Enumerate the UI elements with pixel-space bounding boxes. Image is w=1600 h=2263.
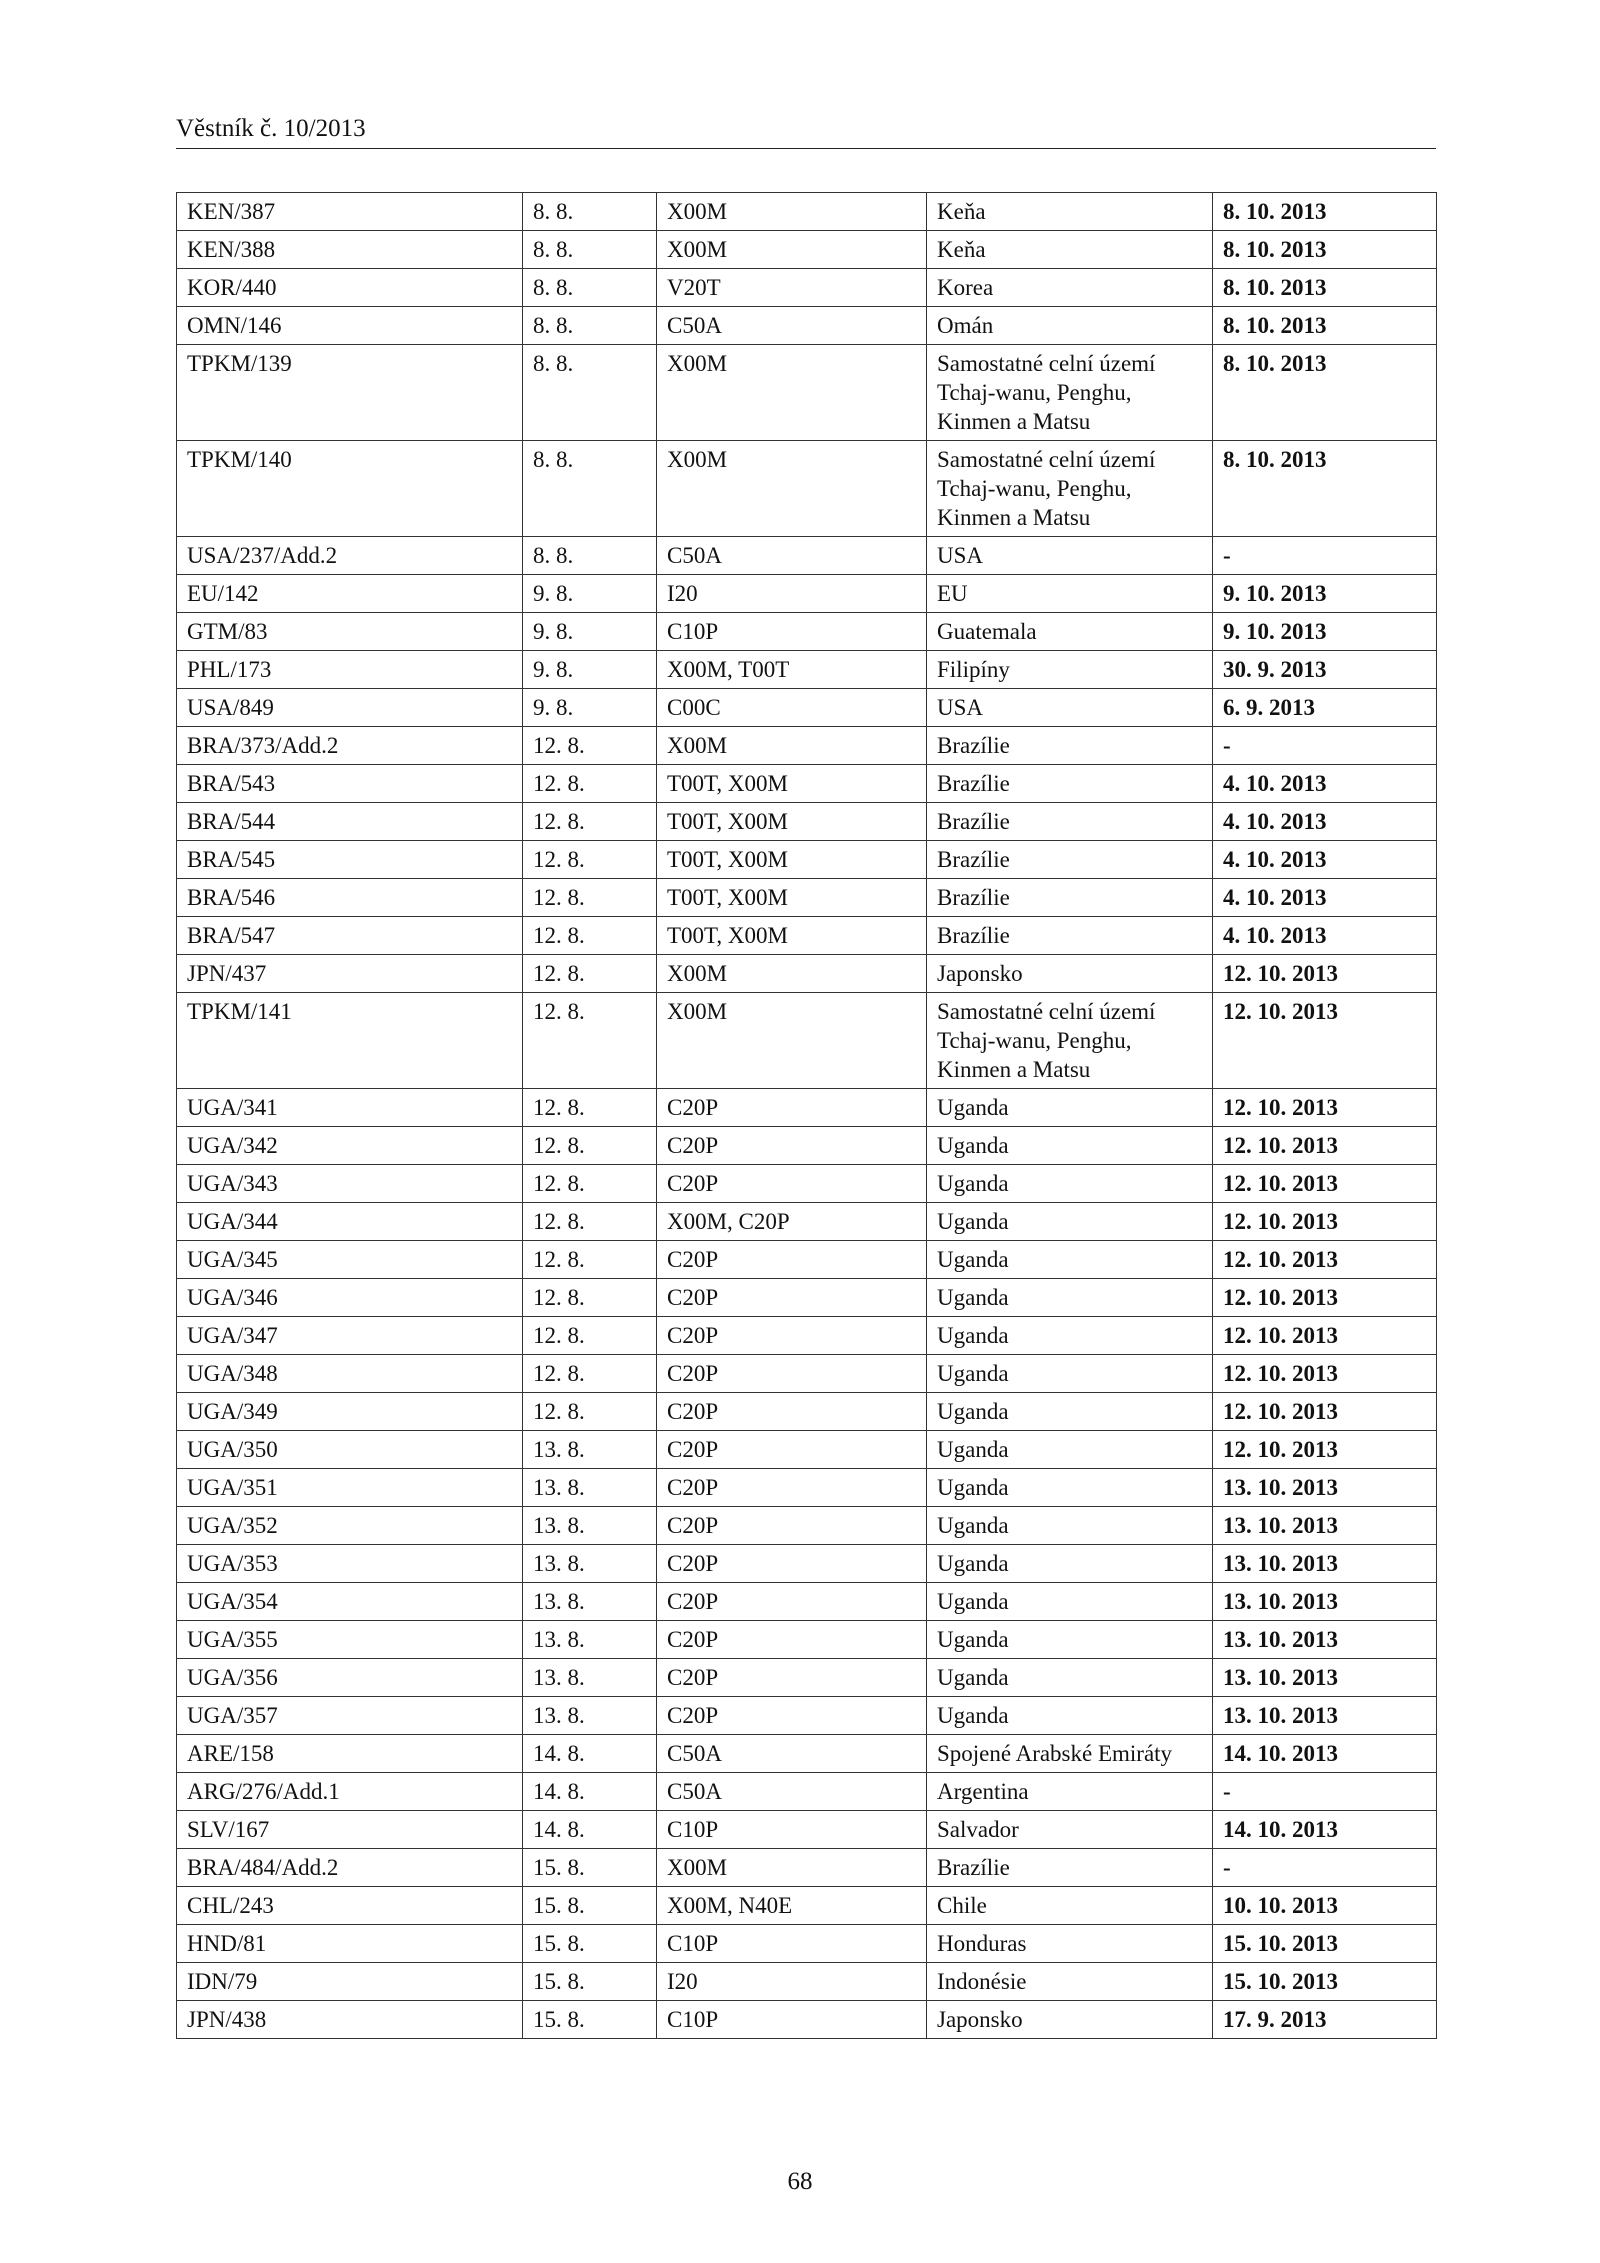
symbol-cell: IDN/79	[177, 1963, 523, 2001]
deadline-cell: 12. 10. 2013	[1213, 1317, 1437, 1355]
code-cell: T00T, X00M	[657, 879, 927, 917]
date-cell: 9. 8.	[523, 689, 657, 727]
symbol-cell: TPKM/140	[177, 441, 523, 537]
symbol-cell: KEN/388	[177, 231, 523, 269]
deadline-cell: 12. 10. 2013	[1213, 955, 1437, 993]
date-cell: 15. 8.	[523, 1887, 657, 1925]
deadline-cell: 12. 10. 2013	[1213, 1089, 1437, 1127]
table-row	[177, 269, 1437, 307]
date-cell: 14. 8.	[523, 1773, 657, 1811]
country-cell: Uganda	[927, 1241, 1213, 1279]
date-cell: 12. 8.	[523, 765, 657, 803]
table-row	[177, 841, 1437, 879]
table-row	[177, 307, 1437, 345]
symbol-cell: UGA/341	[177, 1089, 523, 1127]
deadline-cell: 12. 10. 2013	[1213, 1393, 1437, 1431]
table-row	[177, 1545, 1437, 1583]
table-row	[177, 1735, 1437, 1773]
deadline-cell: 14. 10. 2013	[1213, 1811, 1437, 1849]
symbol-cell: SLV/167	[177, 1811, 523, 1849]
table-row	[177, 1925, 1437, 1963]
country-cell: Brazílie	[927, 765, 1213, 803]
code-cell: C20P	[657, 1317, 927, 1355]
table-row	[177, 193, 1437, 231]
symbol-cell: KEN/387	[177, 193, 523, 231]
country-cell: Brazílie	[927, 879, 1213, 917]
country-cell: Argentina	[927, 1773, 1213, 1811]
date-cell: 9. 8.	[523, 651, 657, 689]
date-cell: 12. 8.	[523, 879, 657, 917]
table-row	[177, 1127, 1437, 1165]
country-cell: Brazílie	[927, 803, 1213, 841]
table-body	[177, 193, 1437, 2039]
country-cell: Uganda	[927, 1279, 1213, 1317]
code-cell: C10P	[657, 1811, 927, 1849]
table-row	[177, 1507, 1437, 1545]
table-row	[177, 993, 1437, 1089]
table-row	[177, 575, 1437, 613]
symbol-cell: UGA/347	[177, 1317, 523, 1355]
code-cell: C10P	[657, 613, 927, 651]
country-cell: Brazílie	[927, 917, 1213, 955]
deadline-cell: 8. 10. 2013	[1213, 269, 1437, 307]
date-cell: 8. 8.	[523, 307, 657, 345]
table-row	[177, 1849, 1437, 1887]
country-cell: Uganda	[927, 1697, 1213, 1735]
country-cell: USA	[927, 689, 1213, 727]
symbol-cell: UGA/348	[177, 1355, 523, 1393]
date-cell: 13. 8.	[523, 1469, 657, 1507]
code-cell: X00M, T00T	[657, 651, 927, 689]
code-cell: C20P	[657, 1659, 927, 1697]
table-row	[177, 1431, 1437, 1469]
code-cell: C20P	[657, 1431, 927, 1469]
date-cell: 13. 8.	[523, 1697, 657, 1735]
country-cell: Korea	[927, 269, 1213, 307]
deadline-cell: 17. 9. 2013	[1213, 2001, 1437, 2039]
symbol-cell: UGA/345	[177, 1241, 523, 1279]
country-cell: Keňa	[927, 193, 1213, 231]
code-cell: C10P	[657, 2001, 927, 2039]
date-cell: 15. 8.	[523, 1849, 657, 1887]
code-cell: C20P	[657, 1697, 927, 1735]
symbol-cell: TPKM/139	[177, 345, 523, 441]
deadline-cell: 4. 10. 2013	[1213, 765, 1437, 803]
symbol-cell: BRA/547	[177, 917, 523, 955]
symbol-cell: BRA/484/Add.2	[177, 1849, 523, 1887]
country-cell: Uganda	[927, 1431, 1213, 1469]
table-row	[177, 917, 1437, 955]
country-cell: Samostatné celní území Tchaj-wanu, Penghu, Kinmen a Matsu	[927, 345, 1213, 441]
code-cell: I20	[657, 1963, 927, 2001]
date-cell: 13. 8.	[523, 1431, 657, 1469]
code-cell: X00M	[657, 955, 927, 993]
deadline-cell: 10. 10. 2013	[1213, 1887, 1437, 1925]
symbol-cell: UGA/349	[177, 1393, 523, 1431]
symbol-cell: BRA/546	[177, 879, 523, 917]
table-row	[177, 537, 1437, 575]
date-cell: 8. 8.	[523, 269, 657, 307]
date-cell: 12. 8.	[523, 1279, 657, 1317]
deadline-cell: 13. 10. 2013	[1213, 1545, 1437, 1583]
code-cell: V20T	[657, 269, 927, 307]
country-cell: Indonésie	[927, 1963, 1213, 2001]
country-cell: Uganda	[927, 1127, 1213, 1165]
code-cell: C20P	[657, 1165, 927, 1203]
country-cell: Omán	[927, 307, 1213, 345]
table-row	[177, 727, 1437, 765]
table-row	[177, 689, 1437, 727]
table-row	[177, 651, 1437, 689]
table-row	[177, 1355, 1437, 1393]
country-cell: Filipíny	[927, 651, 1213, 689]
country-cell: Japonsko	[927, 955, 1213, 993]
date-cell: 13. 8.	[523, 1659, 657, 1697]
code-cell: C20P	[657, 1241, 927, 1279]
date-cell: 13. 8.	[523, 1507, 657, 1545]
deadline-cell: -	[1213, 1773, 1437, 1811]
notifications-table	[176, 192, 1437, 2039]
deadline-cell: 15. 10. 2013	[1213, 1963, 1437, 2001]
country-cell: Uganda	[927, 1203, 1213, 1241]
code-cell: C50A	[657, 307, 927, 345]
date-cell: 8. 8.	[523, 441, 657, 537]
deadline-cell: 4. 10. 2013	[1213, 841, 1437, 879]
country-cell: Brazílie	[927, 841, 1213, 879]
country-cell: Keňa	[927, 231, 1213, 269]
table-row	[177, 441, 1437, 537]
code-cell: T00T, X00M	[657, 917, 927, 955]
table-row	[177, 1811, 1437, 1849]
date-cell: 15. 8.	[523, 1963, 657, 2001]
deadline-cell: 15. 10. 2013	[1213, 1925, 1437, 1963]
deadline-cell: 12. 10. 2013	[1213, 993, 1437, 1089]
symbol-cell: KOR/440	[177, 269, 523, 307]
country-cell: Japonsko	[927, 2001, 1213, 2039]
deadline-cell: 13. 10. 2013	[1213, 1697, 1437, 1735]
date-cell: 12. 8.	[523, 955, 657, 993]
symbol-cell: UGA/342	[177, 1127, 523, 1165]
country-cell: USA	[927, 537, 1213, 575]
date-cell: 12. 8.	[523, 1393, 657, 1431]
date-cell: 12. 8.	[523, 803, 657, 841]
code-cell: C10P	[657, 1925, 927, 1963]
country-cell: Chile	[927, 1887, 1213, 1925]
deadline-cell: 8. 10. 2013	[1213, 307, 1437, 345]
date-cell: 12. 8.	[523, 1203, 657, 1241]
code-cell: C50A	[657, 537, 927, 575]
table-row	[177, 613, 1437, 651]
code-cell: C50A	[657, 1735, 927, 1773]
table-row	[177, 1203, 1437, 1241]
deadline-cell: 4. 10. 2013	[1213, 879, 1437, 917]
table-row	[177, 1469, 1437, 1507]
date-cell: 12. 8.	[523, 1317, 657, 1355]
page-header: Věstník č. 10/2013	[176, 110, 1436, 149]
table-row	[177, 1393, 1437, 1431]
deadline-cell: 13. 10. 2013	[1213, 1621, 1437, 1659]
table-row	[177, 345, 1437, 441]
country-cell: Uganda	[927, 1583, 1213, 1621]
code-cell: C20P	[657, 1507, 927, 1545]
deadline-cell: 13. 10. 2013	[1213, 1659, 1437, 1697]
code-cell: X00M	[657, 993, 927, 1089]
code-cell: C20P	[657, 1469, 927, 1507]
date-cell: 14. 8.	[523, 1811, 657, 1849]
country-cell: Samostatné celní území Tchaj-wanu, Penghu, Kinmen a Matsu	[927, 441, 1213, 537]
country-cell: Uganda	[927, 1659, 1213, 1697]
date-cell: 12. 8.	[523, 841, 657, 879]
deadline-cell: 13. 10. 2013	[1213, 1507, 1437, 1545]
code-cell: X00M	[657, 441, 927, 537]
date-cell: 12. 8.	[523, 727, 657, 765]
code-cell: T00T, X00M	[657, 803, 927, 841]
country-cell: Salvador	[927, 1811, 1213, 1849]
symbol-cell: CHL/243	[177, 1887, 523, 1925]
deadline-cell: 12. 10. 2013	[1213, 1127, 1437, 1165]
code-cell: C20P	[657, 1583, 927, 1621]
date-cell: 12. 8.	[523, 1355, 657, 1393]
deadline-cell: 8. 10. 2013	[1213, 441, 1437, 537]
deadline-cell: 14. 10. 2013	[1213, 1735, 1437, 1773]
table-row	[177, 803, 1437, 841]
date-cell: 12. 8.	[523, 993, 657, 1089]
code-cell: C20P	[657, 1089, 927, 1127]
country-cell: EU	[927, 575, 1213, 613]
date-cell: 8. 8.	[523, 345, 657, 441]
deadline-cell: 6. 9. 2013	[1213, 689, 1437, 727]
deadline-cell: 9. 10. 2013	[1213, 613, 1437, 651]
symbol-cell: GTM/83	[177, 613, 523, 651]
date-cell: 8. 8.	[523, 231, 657, 269]
date-cell: 12. 8.	[523, 1127, 657, 1165]
table-row	[177, 1165, 1437, 1203]
deadline-cell: 9. 10. 2013	[1213, 575, 1437, 613]
table-row	[177, 955, 1437, 993]
country-cell: Uganda	[927, 1469, 1213, 1507]
table-row	[177, 879, 1437, 917]
code-cell: C20P	[657, 1127, 927, 1165]
deadline-cell: -	[1213, 1849, 1437, 1887]
deadline-cell: 4. 10. 2013	[1213, 803, 1437, 841]
date-cell: 13. 8.	[523, 1621, 657, 1659]
country-cell: Brazílie	[927, 727, 1213, 765]
symbol-cell: UGA/353	[177, 1545, 523, 1583]
country-cell: Uganda	[927, 1621, 1213, 1659]
date-cell: 13. 8.	[523, 1545, 657, 1583]
symbol-cell: UGA/355	[177, 1621, 523, 1659]
country-cell: Uganda	[927, 1355, 1213, 1393]
deadline-cell: 12. 10. 2013	[1213, 1355, 1437, 1393]
deadline-cell: 8. 10. 2013	[1213, 345, 1437, 441]
table-row	[177, 1773, 1437, 1811]
symbol-cell: OMN/146	[177, 307, 523, 345]
symbol-cell: BRA/544	[177, 803, 523, 841]
code-cell: I20	[657, 575, 927, 613]
deadline-cell: -	[1213, 537, 1437, 575]
symbol-cell: PHL/173	[177, 651, 523, 689]
date-cell: 15. 8.	[523, 1925, 657, 1963]
deadline-cell: 30. 9. 2013	[1213, 651, 1437, 689]
date-cell: 8. 8.	[523, 537, 657, 575]
symbol-cell: UGA/351	[177, 1469, 523, 1507]
table-row	[177, 1621, 1437, 1659]
symbol-cell: ARE/158	[177, 1735, 523, 1773]
code-cell: X00M	[657, 345, 927, 441]
symbol-cell: UGA/346	[177, 1279, 523, 1317]
symbol-cell: UGA/356	[177, 1659, 523, 1697]
code-cell: C20P	[657, 1621, 927, 1659]
deadline-cell: -	[1213, 727, 1437, 765]
table-row	[177, 1317, 1437, 1355]
code-cell: C50A	[657, 1773, 927, 1811]
country-cell: Uganda	[927, 1545, 1213, 1583]
code-cell: C20P	[657, 1355, 927, 1393]
symbol-cell: UGA/354	[177, 1583, 523, 1621]
symbol-cell: JPN/438	[177, 2001, 523, 2039]
code-cell: X00M	[657, 231, 927, 269]
symbol-cell: UGA/357	[177, 1697, 523, 1735]
country-cell: Spojené Arabské Emiráty	[927, 1735, 1213, 1773]
deadline-cell: 12. 10. 2013	[1213, 1279, 1437, 1317]
table-row	[177, 1279, 1437, 1317]
table-row	[177, 1963, 1437, 2001]
country-cell: Uganda	[927, 1317, 1213, 1355]
deadline-cell: 12. 10. 2013	[1213, 1431, 1437, 1469]
table-row	[177, 1241, 1437, 1279]
table-row	[177, 2001, 1437, 2039]
symbol-cell: UGA/344	[177, 1203, 523, 1241]
table-row	[177, 231, 1437, 269]
country-cell: Honduras	[927, 1925, 1213, 1963]
code-cell: C20P	[657, 1279, 927, 1317]
date-cell: 12. 8.	[523, 1089, 657, 1127]
code-cell: T00T, X00M	[657, 765, 927, 803]
code-cell: X00M, C20P	[657, 1203, 927, 1241]
date-cell: 13. 8.	[523, 1583, 657, 1621]
code-cell: C20P	[657, 1393, 927, 1431]
code-cell: C00C	[657, 689, 927, 727]
country-cell: Uganda	[927, 1089, 1213, 1127]
code-cell: X00M	[657, 193, 927, 231]
table-row	[177, 765, 1437, 803]
deadline-cell: 8. 10. 2013	[1213, 231, 1437, 269]
deadline-cell: 12. 10. 2013	[1213, 1241, 1437, 1279]
date-cell: 8. 8.	[523, 193, 657, 231]
deadline-cell: 13. 10. 2013	[1213, 1469, 1437, 1507]
deadline-cell: 12. 10. 2013	[1213, 1203, 1437, 1241]
symbol-cell: UGA/352	[177, 1507, 523, 1545]
symbol-cell: BRA/545	[177, 841, 523, 879]
date-cell: 14. 8.	[523, 1735, 657, 1773]
symbol-cell: HND/81	[177, 1925, 523, 1963]
deadline-cell: 4. 10. 2013	[1213, 917, 1437, 955]
table-row	[177, 1659, 1437, 1697]
symbol-cell: BRA/373/Add.2	[177, 727, 523, 765]
symbol-cell: EU/142	[177, 575, 523, 613]
country-cell: Brazílie	[927, 1849, 1213, 1887]
country-cell: Uganda	[927, 1393, 1213, 1431]
date-cell: 12. 8.	[523, 1165, 657, 1203]
table-row	[177, 1887, 1437, 1925]
code-cell: T00T, X00M	[657, 841, 927, 879]
code-cell: C20P	[657, 1545, 927, 1583]
table-row	[177, 1089, 1437, 1127]
country-cell: Samostatné celní území Tchaj-wanu, Penghu, Kinmen a Matsu	[927, 993, 1213, 1089]
symbol-cell: TPKM/141	[177, 993, 523, 1089]
symbol-cell: USA/237/Add.2	[177, 537, 523, 575]
date-cell: 12. 8.	[523, 917, 657, 955]
date-cell: 9. 8.	[523, 613, 657, 651]
deadline-cell: 13. 10. 2013	[1213, 1583, 1437, 1621]
date-cell: 12. 8.	[523, 1241, 657, 1279]
table-row	[177, 1697, 1437, 1735]
code-cell: X00M	[657, 1849, 927, 1887]
symbol-cell: UGA/343	[177, 1165, 523, 1203]
date-cell: 15. 8.	[523, 2001, 657, 2039]
country-cell: Uganda	[927, 1165, 1213, 1203]
symbol-cell: ARG/276/Add.1	[177, 1773, 523, 1811]
country-cell: Guatemala	[927, 613, 1213, 651]
country-cell: Uganda	[927, 1507, 1213, 1545]
symbol-cell: JPN/437	[177, 955, 523, 993]
page-number: 68	[787, 2168, 813, 2195]
table-row	[177, 1583, 1437, 1621]
symbol-cell: BRA/543	[177, 765, 523, 803]
code-cell: X00M, N40E	[657, 1887, 927, 1925]
symbol-cell: USA/849	[177, 689, 523, 727]
deadline-cell: 12. 10. 2013	[1213, 1165, 1437, 1203]
date-cell: 9. 8.	[523, 575, 657, 613]
deadline-cell: 8. 10. 2013	[1213, 193, 1437, 231]
code-cell: X00M	[657, 727, 927, 765]
symbol-cell: UGA/350	[177, 1431, 523, 1469]
